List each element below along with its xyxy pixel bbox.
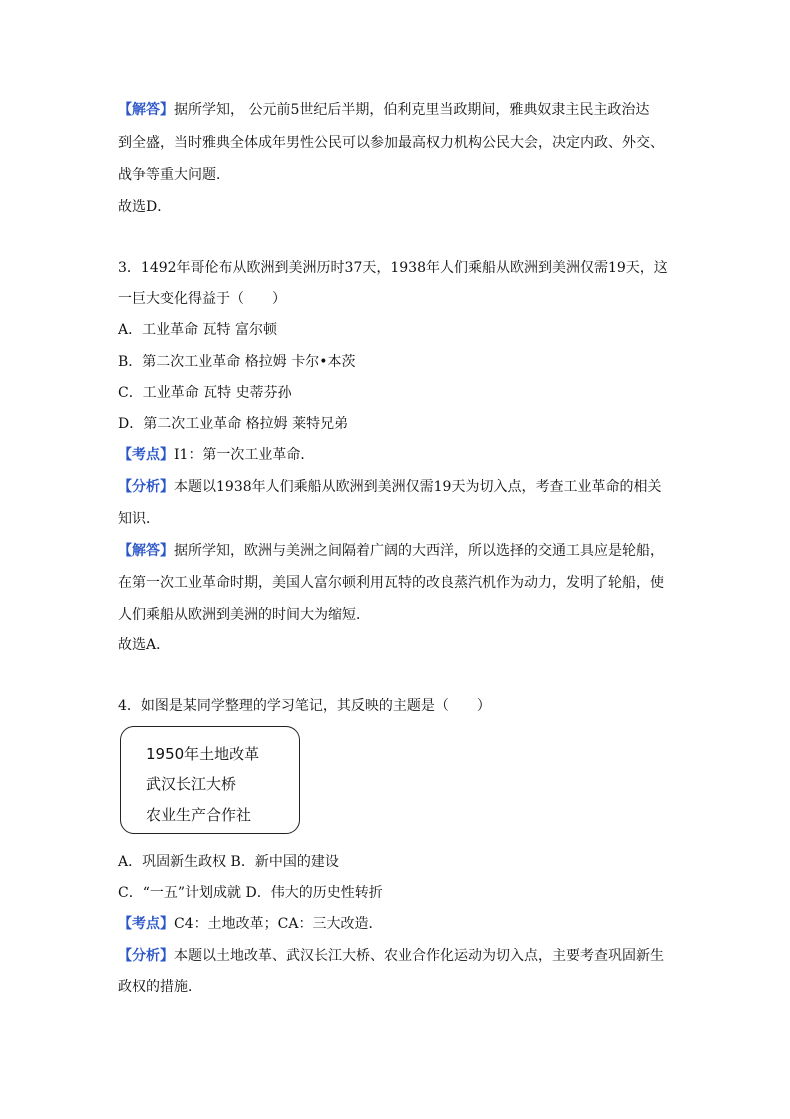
q3-kaodian-text: I1：第一次工业革命． (174, 447, 315, 463)
q3-answer-line2: 在第一次工业革命时期，美国人富尔顿利用瓦特的改良蒸汽机作为动力，发明了轮船，使 (118, 575, 664, 591)
q2-answer-label: 【解答】 (118, 102, 174, 118)
q3-stem-line1: 3．1492年哥伦布从欧洲到美洲历时37天，1938年人们乘船从欧洲到美洲仅需19天，这 (118, 260, 668, 276)
q4-fenxi-text1: 本题以土地改革、武汉长江大桥、农业合作化运动为切入点，主要考查巩固新生 (174, 948, 664, 964)
q3-conclusion: 故选A． (118, 637, 171, 653)
q2-answer-line2: 到全盛，当时雅典全体成年男性公民可以参加最高权力机构公民大会，决定内政、外交、 (118, 135, 664, 151)
q4-fenxi-line1 (118, 946, 664, 966)
q4-option-cd: C．“一五”计划成就 D．伟大的历史性转折 (118, 885, 383, 901)
q3-fenxi-line2: 知识． (118, 511, 160, 527)
note-item: 农业生产合作社 (146, 806, 252, 824)
q4-stem: 4．如图是某同学整理的学习笔记，其反映的主题是（ ） (118, 698, 491, 714)
q3-answer-label: 【解答】 (118, 543, 174, 559)
q3-fenxi-text1: 本题以1938年人们乘船从欧洲到美洲仅需19天为切入点，考查工业革命的相关 (174, 479, 662, 495)
q3-option-b: B．第二次工业革命 格拉姆 卡尔•本茨 (118, 354, 356, 370)
q2-conclusion: 故选D． (118, 199, 172, 215)
q4-option-ab: A．巩固新生政权 B．新中国的建设 (118, 854, 339, 870)
q4-fenxi-line2: 政权的措施． (118, 979, 202, 995)
q2-answer-line1 (118, 100, 649, 120)
q3-answer-text1: 据所学知，欧洲与美洲之间隔着广阔的大西洋，所以选择的交通工具应是轮船， (174, 543, 664, 559)
q4-kaodian-text: C4：土地改革；CA：三大改造． (174, 916, 383, 932)
q2-answer-text1: 据所学知， 公元前5世纪后半期，伯利克里当政期间，雅典奴隶主民主政治达 (174, 102, 650, 118)
q3-kaodian (118, 445, 314, 465)
note-item: 武汉长江大桥 (146, 775, 237, 793)
q3-stem-line2: 一巨大变化得益于（ ） (118, 291, 286, 307)
study-notes-box (120, 726, 300, 834)
q2-answer-line3: 战争等重大问题． (118, 167, 230, 183)
q4-fenxi-label: 【分析】 (118, 948, 174, 964)
q4-kaodian (118, 914, 382, 934)
q3-option-d: D．第二次工业革命 格拉姆 莱特兄弟 (118, 416, 349, 432)
q3-answer-line3: 人们乘船从欧洲到美洲的时间大为缩短． (118, 607, 370, 623)
q3-answer-line1 (118, 541, 664, 561)
q3-fenxi-line1 (118, 477, 661, 497)
q4-kaodian-label: 【考点】 (118, 916, 174, 932)
q3-kaodian-label: 【考点】 (118, 447, 174, 463)
q3-fenxi-label: 【分析】 (118, 479, 174, 495)
note-item: 1950年土地改革 (146, 745, 260, 763)
q3-option-a: A．工业革命 瓦特 富尔顿 (118, 322, 278, 338)
q3-option-c: C．工业革命 瓦特 史蒂芬孙 (118, 385, 292, 401)
